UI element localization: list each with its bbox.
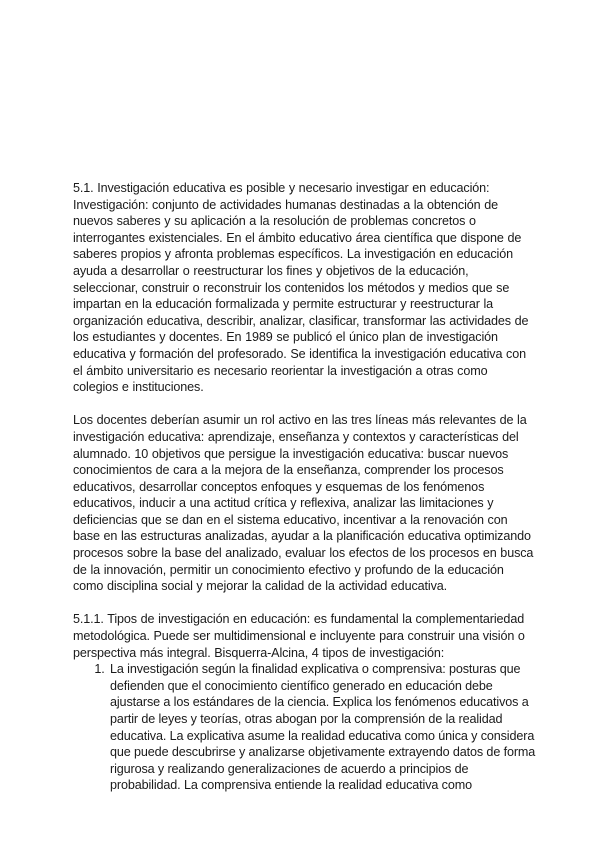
paragraph-investigacion-educativa: 5.1. Investigación educativa es posible y necesario investigar en educación: Investigación: conjunto de actividades humanas destinadas a la obtención de nuevos saberes y su aplicación a la resolución de problemas concretos o interrogantes existenciales. En el ámbito educativo área científica que dispone de saberes propios y afronta problemas específicos. La investigación en educación ayuda a desarrollar o reestructurar los fines y objetivos de la educación, seleccionar, construir o reconstruir los contenidos los métodos y medios que se impartan en la educación formalizada y permite estructurar y reestructurar la organización educativa, describir, analizar, clasificar, transformar las actividades de los estudiantes y docentes. En 1989 se publicó el único plan de investigación educativa y formación del profesorado. Se identifica la investigación educativa con el ámbito universitario es necesario reorientar la investigación a otras como colegios e instituciones. [73,181,529,395]
paragraph-gap [73,595,536,612]
paragraph-gap [73,396,536,413]
paragraph-tipos-investigacion: 5.1.1. Tipos de investigación en educación: es fundamental la complementariedad metodológica. Puede ser multidimensional e incluyente para construir una visión o perspectiva más integral. Bisquerra-Alcina, 4 tipos de investigación: [73,612,525,660]
list-item: 1. La investigación según la finalidad explicativa o comprensiva: posturas que defienden que el conocimiento científico generado en educación debe ajustarse a los estándares de la ciencia. Explica los fenómenos educativos a partir de leyes y teorías, otras abogan por la comprensión de la realidad educativa. La explicativa asume la realidad educativa como única y considera que puede descubrirse y analizarse objetivamente extrayendo datos de forma rigurosa y realizando generalizaciones de acuerdo a principios de probabilidad. La comprensiva entiende la realidad educativa como [108,661,536,794]
paragraph-docentes: Los docentes deberían asumir un rol activo en las tres líneas más relevantes de la investigación educativa: aprendizaje, enseñanza y contextos y características del alumnado. 10 objetivos que persigue la investigación educativa: buscar nuevos conocimientos de cara a la mejora de la enseñanza, comprender los procesos educativos, desarrollar conceptos enfoques y esquemas de los fenómenos educativos, inducir a una actitud crítica y reflexiva, analizar las limitaciones y deficiencias que se dan en el sistema educativo, incentivar a la renovación con base en las estructuras analizadas, ayudar a la planificación educativa optimizando procesos sobre la base del analizado, evaluar los efectos de los procesos en busca de la innovación, permitir un conocimiento efectivo y profundo de la educación como disciplina social y mejorar la calidad de la actividad educativa. [73,413,534,594]
numbered-list [73,661,536,794]
